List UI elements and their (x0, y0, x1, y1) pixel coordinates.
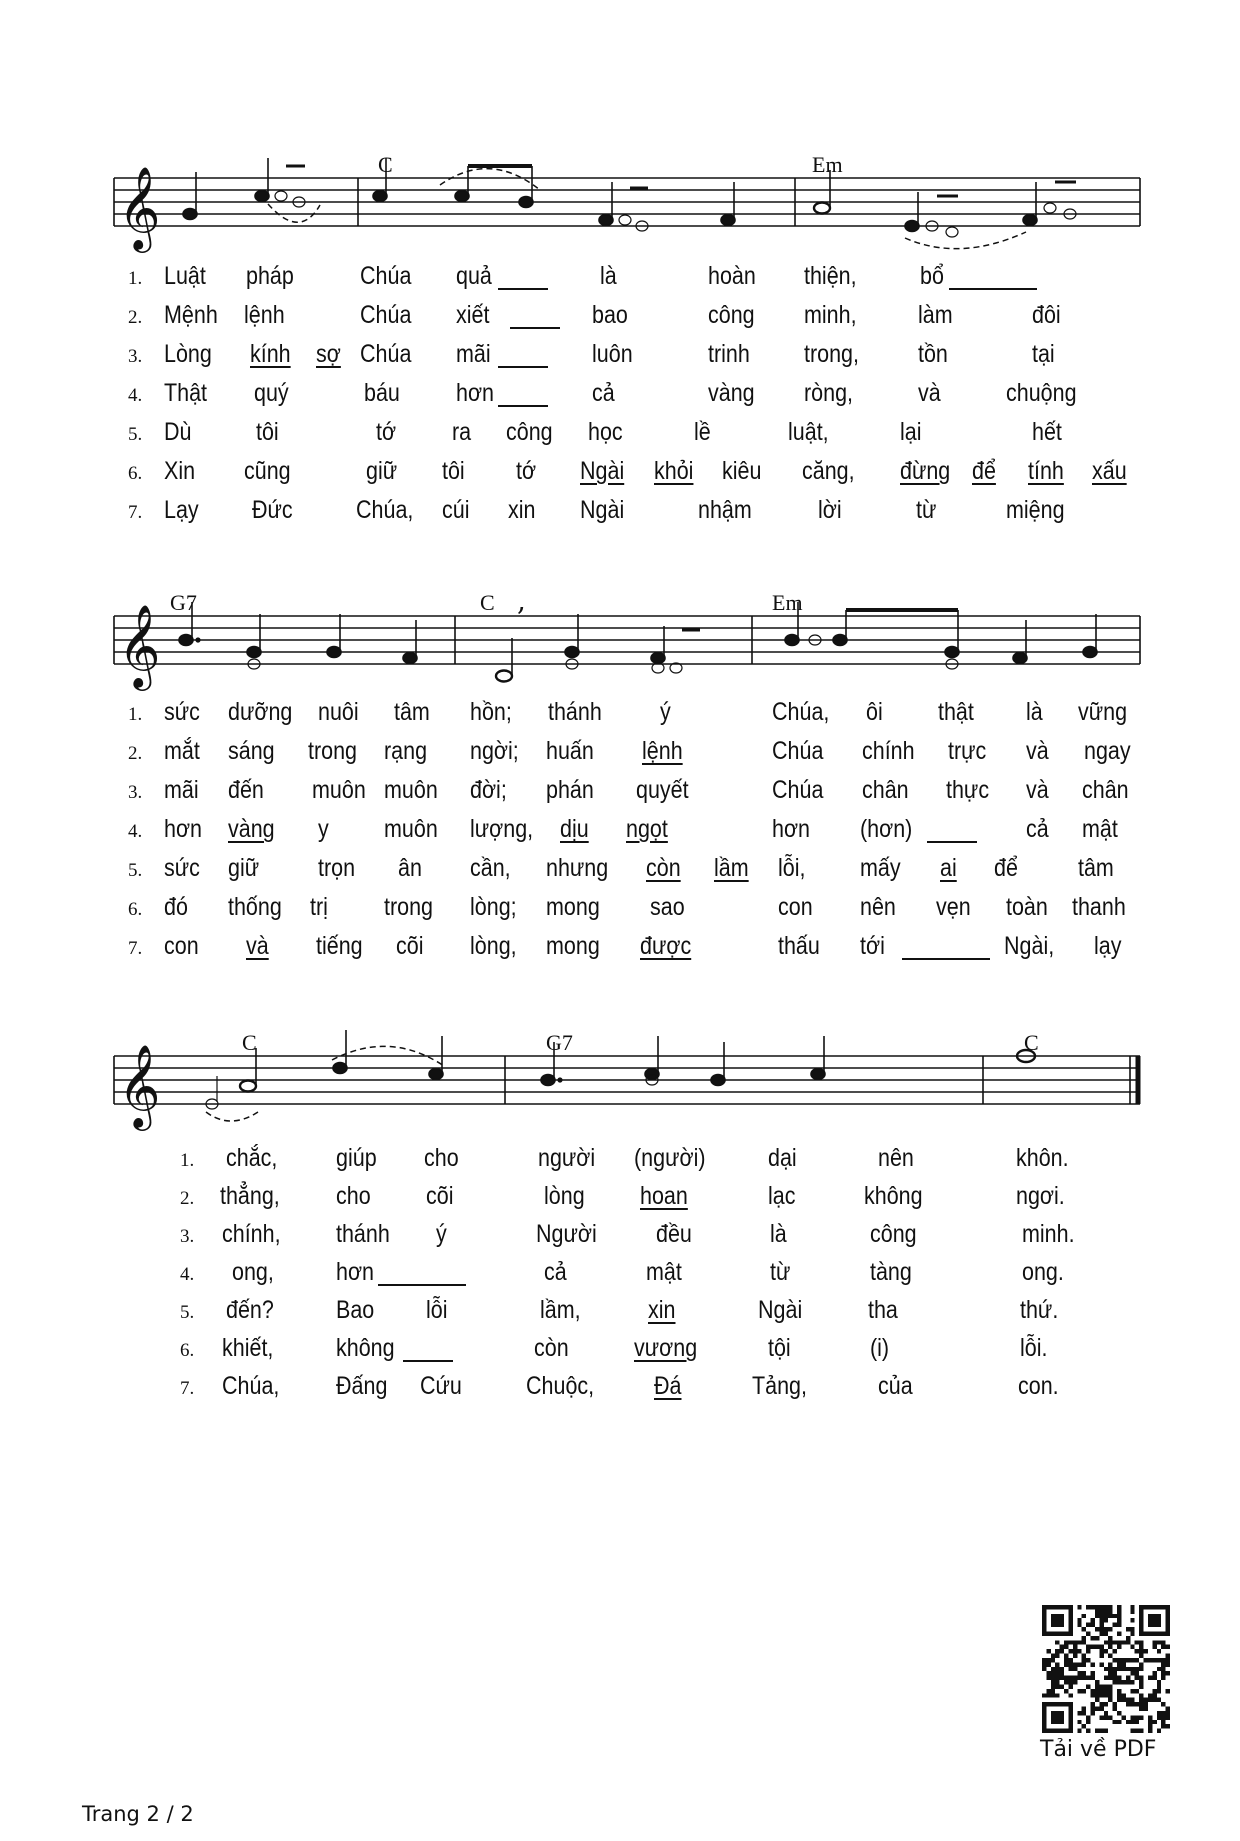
lyric-syllable: để (972, 457, 996, 485)
chord-symbol: C (1024, 1030, 1039, 1055)
lyric-syllable: Đức (252, 496, 293, 524)
lyric-syllable: trực (948, 737, 987, 765)
qr-code-icon[interactable] (1042, 1605, 1170, 1733)
lyric-syllable: lầm, (540, 1296, 581, 1324)
lyric-syllable: Chúa (360, 301, 412, 329)
verse-number: 2. (128, 307, 143, 328)
lyric-syllable: nên (878, 1144, 914, 1172)
lyric-syllable: Chúa (360, 340, 412, 368)
lyric-syllable: tôi (256, 418, 279, 446)
lyric-syllable: luôn (592, 340, 633, 368)
lyric-syllable: Chúa (772, 776, 824, 804)
lyric-syllable: tôi (442, 457, 465, 485)
lyric-syllable: phán (546, 776, 594, 804)
melisma-line (498, 366, 548, 368)
lyric-syllable: muôn (384, 776, 438, 804)
melisma-line (510, 327, 560, 329)
lyric-syllable: Ngài (580, 496, 625, 524)
lyric-syllable: lòng, (470, 932, 517, 960)
melisma-line (902, 958, 990, 960)
lyric-syllable: sức (164, 854, 200, 882)
lyric-syllable: tâm (1078, 854, 1114, 882)
lyric-syllable: lời (818, 496, 842, 524)
lyric-line-verse-4 (0, 1258, 1240, 1298)
lyric-syllable: lầm (714, 854, 749, 882)
lyric-syllable: lỗi. (1020, 1334, 1048, 1362)
lyric-line-verse-5 (0, 1296, 1240, 1336)
lyric-line-verse-6 (0, 457, 1240, 497)
lyric-syllable: ròng, (804, 379, 854, 407)
lyric-syllable: tớ (516, 457, 537, 485)
lyric-syllable: cúi (442, 496, 470, 524)
verse-number: 3. (128, 346, 143, 367)
lyric-syllable: quý (254, 379, 289, 407)
lyric-syllable: toàn (1006, 893, 1048, 921)
lyric-syllable: con. (1018, 1372, 1059, 1400)
lyric-syllable: thật (938, 698, 974, 726)
lyric-syllable: công (708, 301, 755, 329)
lyric-line-verse-1 (0, 262, 1240, 302)
lyric-syllable: nên (860, 893, 896, 921)
lyric-syllable: hơn (164, 815, 203, 843)
lyric-syllable: (hơn) (860, 815, 913, 843)
lyric-syllable: vững (1078, 698, 1128, 726)
lyric-syllable: Luật (164, 262, 206, 290)
page-number: Trang 2 / 2 (82, 1802, 194, 1826)
lyric-syllable: Xin (164, 457, 196, 485)
lyric-syllable: khỏi (654, 457, 694, 485)
lyric-syllable: Chúa, (772, 698, 830, 726)
lyric-syllable: minh, (804, 301, 857, 329)
lyric-syllable: báu (364, 379, 400, 407)
lyric-syllable: ong, (232, 1258, 274, 1286)
verse-number: 1. (180, 1150, 195, 1171)
lyric-syllable: xin (648, 1296, 676, 1324)
lyric-syllable: kiêu (722, 457, 762, 485)
verse-number: 7. (128, 502, 143, 523)
lyric-line-verse-4 (0, 379, 1240, 419)
chord-symbol: C (378, 152, 393, 177)
treble-clef-icon: 𝄞 (118, 1043, 161, 1127)
lyric-syllable: giữ (228, 854, 260, 882)
lyric-syllable: xin (508, 496, 536, 524)
lyric-line-verse-1 (0, 698, 1240, 738)
verse-number: 4. (128, 821, 143, 842)
treble-clef-icon: 𝄞 (118, 603, 161, 687)
lyric-syllable: chuộng (1006, 379, 1077, 407)
lyric-syllable: mắt (164, 737, 200, 765)
lyric-syllable: (i) (870, 1334, 890, 1362)
treble-clef-icon: 𝄞 (118, 165, 161, 249)
lyric-line-verse-7 (0, 1372, 1240, 1412)
lyric-syllable: và (918, 379, 941, 407)
verse-number: 5. (180, 1302, 195, 1323)
lyric-syllable: nuôi (318, 698, 359, 726)
lyric-syllable: vàng (228, 815, 275, 843)
lyric-syllable: thánh (336, 1220, 390, 1248)
lyric-syllable: ong. (1022, 1258, 1064, 1286)
lyric-syllable: tội (768, 1334, 791, 1362)
lyric-syllable: tha (868, 1296, 898, 1324)
lyric-syllable: ai (940, 854, 957, 882)
lyric-line-verse-6 (0, 1334, 1240, 1374)
lyric-syllable: Lạy (164, 496, 199, 524)
lyric-syllable: cõi (396, 932, 424, 960)
lyric-line-verse-5 (0, 854, 1240, 894)
lyric-syllable: còn (534, 1334, 569, 1362)
lyric-syllable: người (538, 1144, 596, 1172)
lyric-syllable: căng, (802, 457, 855, 485)
lyric-syllable: Chúa, (222, 1372, 280, 1400)
lyric-syllable: muôn (312, 776, 366, 804)
lyric-syllable: tại (1032, 340, 1055, 368)
melisma-line (498, 288, 548, 290)
lyric-syllable: con (778, 893, 813, 921)
lyric-syllable: Thật (164, 379, 208, 407)
lyric-syllable: của (878, 1372, 913, 1400)
lyric-syllable: thống (228, 893, 282, 921)
lyric-syllable: bổ (920, 262, 944, 290)
lyric-syllable: công (506, 418, 553, 446)
lyric-line-verse-4 (0, 815, 1240, 855)
lyric-syllable: đôi (1032, 301, 1061, 329)
lyric-syllable: Ngài (580, 457, 625, 485)
lyric-syllable: tính (1028, 457, 1064, 485)
lyric-syllable: chân (862, 776, 909, 804)
lyric-line-verse-2 (0, 1182, 1240, 1222)
lyric-syllable: luật, (788, 418, 829, 446)
chord-symbol: Em (812, 152, 843, 177)
lyric-syllable: ngay (1084, 737, 1131, 765)
lyric-syllable: từ (770, 1258, 791, 1286)
lyric-syllable: lạc (768, 1182, 796, 1210)
verse-number: 5. (128, 424, 143, 445)
lyric-syllable: ý (436, 1220, 447, 1248)
lyric-syllable: lạy (1094, 932, 1122, 960)
lyric-syllable: Bao (336, 1296, 375, 1324)
lyric-syllable: cõi (426, 1182, 454, 1210)
lyric-syllable: vương (634, 1334, 698, 1362)
lyric-syllable: Lòng (164, 340, 212, 368)
verse-number: 4. (128, 385, 143, 406)
lyric-syllable: sợ (316, 340, 341, 368)
lyric-syllable: quả (456, 262, 492, 290)
lyric-line-verse-3 (0, 340, 1240, 380)
lyric-syllable: Đá (654, 1372, 682, 1400)
lyric-syllable: đời; (470, 776, 507, 804)
lyric-syllable: hơn (772, 815, 811, 843)
lyric-syllable: mong (546, 932, 600, 960)
lyric-syllable: muôn (384, 815, 438, 843)
lyric-syllable: đến (228, 776, 264, 804)
lyric-syllable: rạng (384, 737, 428, 765)
lyric-syllable: Ngài (758, 1296, 803, 1324)
lyric-syllable: tồn (918, 340, 948, 368)
verse-number: 3. (128, 782, 143, 803)
lyric-syllable: Dù (164, 418, 192, 446)
lyric-syllable: tớ (376, 418, 397, 446)
lyric-syllable: Ngài, (1004, 932, 1055, 960)
lyric-syllable: xấu (1092, 457, 1127, 485)
lyric-syllable: Đấng (336, 1372, 388, 1400)
lyric-line-verse-3 (0, 1220, 1240, 1260)
verse-number: 2. (180, 1188, 195, 1209)
lyric-syllable: thấu (778, 932, 820, 960)
lyric-syllable: lề (694, 418, 711, 446)
lyric-line-verse-5 (0, 418, 1240, 458)
lyric-syllable: thanh (1072, 893, 1126, 921)
lyric-syllable: từ (916, 496, 937, 524)
lyric-syllable: mãi (164, 776, 199, 804)
verse-number: 5. (128, 860, 143, 881)
lyric-syllable: được (640, 932, 692, 960)
lyric-syllable: cả (1026, 815, 1049, 843)
lyric-syllable: trong, (804, 340, 859, 368)
lyric-syllable: minh. (1022, 1220, 1075, 1248)
lyric-syllable: ngời; (470, 737, 519, 765)
lyric-syllable: lượng, (470, 815, 534, 843)
lyric-line-verse-6 (0, 893, 1240, 933)
lyric-syllable: bao (592, 301, 628, 329)
lyric-syllable: còn (646, 854, 681, 882)
lyric-syllable: tới (860, 932, 885, 960)
lyric-syllable: giữ (366, 457, 398, 485)
lyric-syllable: lòng; (470, 893, 517, 921)
lyric-syllable: chính (862, 737, 915, 765)
verse-number: 6. (128, 899, 143, 920)
lyric-syllable: chắc, (226, 1144, 278, 1172)
lyric-syllable: miệng (1006, 496, 1065, 524)
lyric-syllable: thiện, (804, 262, 857, 290)
lyric-syllable: không (336, 1334, 395, 1362)
lyric-syllable: tâm (394, 698, 430, 726)
lyric-syllable: nhưng (546, 854, 609, 882)
lyric-syllable: (người) (634, 1144, 706, 1172)
lyric-syllable: thứ. (1020, 1296, 1059, 1324)
lyric-syllable: không (864, 1182, 923, 1210)
verse-number: 3. (180, 1226, 195, 1247)
lyric-syllable: Chuộc, (526, 1372, 595, 1400)
lyric-syllable: sức (164, 698, 200, 726)
chord-symbol: G7 (170, 590, 197, 615)
lyric-syllable: đó (164, 893, 188, 921)
download-pdf-link[interactable]: Tải về PDF (1040, 1737, 1157, 1762)
verse-number: 1. (128, 268, 143, 289)
lyric-syllable: cả (544, 1258, 567, 1286)
lyric-syllable: lệnh (244, 301, 285, 329)
lyric-line-verse-2 (0, 737, 1240, 777)
lyric-syllable: Chúa (360, 262, 412, 290)
lyric-syllable: trong (308, 737, 358, 765)
lyric-syllable: vẹn (936, 893, 971, 921)
lyric-line-verse-1 (0, 1144, 1240, 1184)
lyric-syllable: Chúa (772, 737, 824, 765)
melisma-line (498, 405, 548, 407)
lyric-syllable: là (600, 262, 617, 290)
lyric-syllable: chính, (222, 1220, 281, 1248)
verse-number: 7. (180, 1378, 195, 1399)
lyric-syllable: lỗi (426, 1296, 448, 1324)
lyric-syllable: kính (250, 340, 291, 368)
lyric-syllable: khiết, (222, 1334, 274, 1362)
chord-symbol: C (242, 1030, 257, 1055)
lyric-line-verse-7 (0, 496, 1240, 536)
lyric-syllable: học (588, 418, 623, 446)
lyric-syllable: lòng (544, 1182, 585, 1210)
lyric-syllable: trọn (318, 854, 356, 882)
lyric-syllable: huấn (546, 737, 594, 765)
lyric-syllable: hoàn (708, 262, 756, 290)
staff-3 (0, 1020, 1240, 1140)
lyric-syllable: hết (1032, 418, 1062, 446)
lyric-syllable: làm (918, 301, 953, 329)
lyric-syllable: ý (660, 698, 671, 726)
lyric-line-verse-2 (0, 301, 1240, 341)
lyric-syllable: để (994, 854, 1018, 882)
lyric-syllable: mong (546, 893, 600, 921)
lyric-syllable: hơn (336, 1258, 375, 1286)
lyric-syllable: tàng (870, 1258, 912, 1286)
breath-mark-icon: , (517, 584, 526, 617)
melisma-line (378, 1284, 466, 1286)
lyric-syllable: con (164, 932, 199, 960)
melisma-line (949, 288, 1037, 290)
lyric-syllable: thẳng, (220, 1182, 280, 1210)
lyric-syllable: mấy (860, 854, 901, 882)
lyric-syllable: đừng (900, 457, 951, 485)
lyric-syllable: lại (900, 418, 922, 446)
lyric-syllable: và (1026, 737, 1049, 765)
lyric-syllable: cũng (244, 457, 291, 485)
lyric-syllable: thực (946, 776, 990, 804)
chord-symbol: Em (772, 590, 803, 615)
chord-symbol: C (480, 590, 495, 615)
lyric-syllable: quyết (636, 776, 689, 804)
verse-number: 1. (128, 704, 143, 725)
lyric-syllable: Người (536, 1220, 597, 1248)
lyric-syllable: pháp (246, 262, 294, 290)
lyric-syllable: đến? (226, 1296, 274, 1324)
verse-number: 4. (180, 1264, 195, 1285)
lyric-syllable: dại (768, 1144, 797, 1172)
lyric-syllable: và (246, 932, 269, 960)
verse-number: 6. (128, 463, 143, 484)
lyric-syllable: là (1026, 698, 1043, 726)
chord-symbol: G7 (546, 1030, 573, 1055)
lyric-syllable: ân (398, 854, 422, 882)
verse-number: 2. (128, 743, 143, 764)
lyric-syllable: sáng (228, 737, 275, 765)
lyric-syllable: hồn; (470, 698, 512, 726)
lyric-syllable: lệnh (642, 737, 683, 765)
lyric-syllable: mật (1082, 815, 1118, 843)
lyric-syllable: ngơi. (1016, 1182, 1065, 1210)
lyric-syllable: khôn. (1016, 1144, 1069, 1172)
lyric-syllable: dưỡng (228, 698, 293, 726)
lyric-syllable: Chúa, (356, 496, 414, 524)
lyric-syllable: hoan (640, 1182, 688, 1210)
lyric-syllable: đều (656, 1220, 692, 1248)
melisma-line (403, 1360, 453, 1362)
lyric-syllable: chân (1082, 776, 1129, 804)
lyric-syllable: Tảng, (752, 1372, 807, 1400)
lyric-syllable: cho (336, 1182, 371, 1210)
lyric-syllable: vàng (708, 379, 755, 407)
lyric-syllable: mãi (456, 340, 491, 368)
lyric-syllable: là (770, 1220, 787, 1248)
lyric-syllable: ra (452, 418, 472, 446)
lyric-syllable: hơn (456, 379, 495, 407)
lyric-syllable: dịu (560, 815, 589, 843)
lyric-syllable: và (1026, 776, 1049, 804)
lyric-syllable: trong (384, 893, 434, 921)
lyric-syllable: Mệnh (164, 301, 218, 329)
lyric-syllable: nhậm (698, 496, 752, 524)
verse-number: 6. (180, 1340, 195, 1361)
lyric-syllable: lỗi, (778, 854, 806, 882)
lyric-line-verse-3 (0, 776, 1240, 816)
lyric-syllable: trị (310, 893, 328, 921)
melisma-line (927, 841, 977, 843)
verse-number: 7. (128, 938, 143, 959)
lyric-syllable: thánh (548, 698, 602, 726)
lyric-syllable: mật (646, 1258, 682, 1286)
lyric-syllable: ôi (866, 698, 883, 726)
lyric-syllable: cả (592, 379, 615, 407)
lyric-syllable: công (870, 1220, 917, 1248)
lyric-syllable: tiếng (316, 932, 363, 960)
lyric-syllable: Cứu (420, 1372, 462, 1400)
lyric-line-verse-7 (0, 932, 1240, 972)
lyric-syllable: giúp (336, 1144, 377, 1172)
lyric-syllable: sao (650, 893, 685, 921)
lyric-syllable: y (318, 815, 329, 843)
lyric-syllable: cho (424, 1144, 459, 1172)
lyric-syllable: xiết (456, 301, 490, 329)
lyric-syllable: trinh (708, 340, 750, 368)
lyric-syllable: cần, (470, 854, 511, 882)
lyric-syllable: ngọt (626, 815, 668, 843)
